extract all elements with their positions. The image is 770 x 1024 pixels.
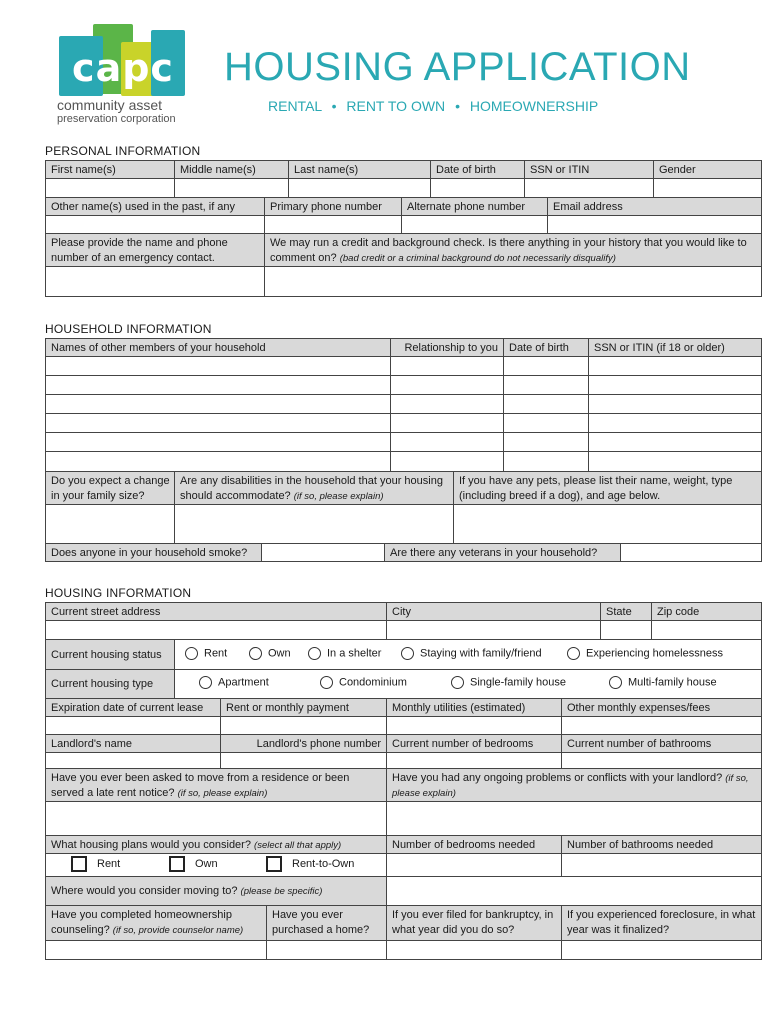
member-relationship-field[interactable] bbox=[390, 356, 504, 376]
move-asked-field[interactable] bbox=[45, 801, 387, 836]
member-name-field[interactable] bbox=[45, 394, 391, 414]
label-lease-expiration: Expiration date of current lease bbox=[45, 698, 221, 717]
member-relationship-field[interactable] bbox=[390, 432, 504, 452]
status-option-shelter[interactable]: In a shelter bbox=[308, 647, 381, 660]
label-utilities: Monthly utilities (estimated) bbox=[386, 698, 562, 717]
family-change-field[interactable] bbox=[45, 504, 175, 544]
other-names-field[interactable] bbox=[45, 215, 265, 234]
member-ssn-field[interactable] bbox=[588, 432, 762, 452]
status-option-homelessness[interactable]: Experiencing homelessness bbox=[567, 647, 723, 660]
where-moving-text: Where would you consider moving to? bbox=[51, 885, 238, 897]
member-name-field[interactable] bbox=[45, 451, 391, 472]
dob-field[interactable] bbox=[430, 178, 525, 198]
landlord-problems-note: (if so, please explain) bbox=[392, 773, 749, 799]
foreclosure-field[interactable] bbox=[561, 940, 762, 960]
checkbox-icon[interactable] bbox=[71, 856, 87, 872]
subtitle-separator: • bbox=[455, 98, 460, 114]
housing-type-options bbox=[174, 669, 762, 699]
label-alt-phone: Alternate phone number bbox=[401, 197, 548, 216]
label-primary-phone: Primary phone number bbox=[264, 197, 402, 216]
label-disabilities bbox=[174, 471, 454, 505]
move-asked-text: Have you ever been asked to move from a residence or been served a late rent notice? bbox=[51, 772, 350, 799]
label-bedrooms-needed: Number of bedrooms needed bbox=[386, 835, 562, 854]
label-housing-plans bbox=[45, 835, 387, 854]
ssn-field[interactable] bbox=[524, 178, 654, 198]
member-ssn-field[interactable] bbox=[588, 375, 762, 395]
purchased-home-field[interactable] bbox=[266, 940, 387, 960]
plan-option-own[interactable]: Own bbox=[169, 856, 218, 872]
label-member-ssn: SSN or ITIN (if 18 or older) bbox=[588, 338, 762, 357]
label-emergency-contact: Please provide the name and phone number of an emergency contact. bbox=[45, 233, 265, 267]
member-dob-field[interactable] bbox=[503, 375, 589, 395]
label-zip: Zip code bbox=[651, 602, 762, 621]
subtitle-rental: RENTAL bbox=[268, 98, 322, 114]
disabilities-field[interactable] bbox=[174, 504, 454, 544]
smoke-field[interactable] bbox=[261, 543, 385, 562]
where-moving-note: (please be specific) bbox=[240, 886, 323, 897]
type-option-multi-family[interactable]: Multi-family house bbox=[609, 676, 717, 689]
label-household-members: Names of other members of your household bbox=[45, 338, 391, 357]
plan-option-rent[interactable]: Rent bbox=[71, 856, 120, 872]
label-middle-name: Middle name(s) bbox=[174, 160, 289, 179]
state-field[interactable] bbox=[600, 620, 652, 640]
bathrooms-needed-field[interactable] bbox=[561, 853, 762, 877]
member-ssn-field[interactable] bbox=[588, 356, 762, 376]
label-last-name: Last name(s) bbox=[288, 160, 431, 179]
type-option-single-family[interactable]: Single-family house bbox=[451, 676, 566, 689]
city-field[interactable] bbox=[386, 620, 601, 640]
label-bathrooms-needed: Number of bathrooms needed bbox=[561, 835, 762, 854]
member-name-field[interactable] bbox=[45, 375, 391, 395]
bedrooms-needed-field[interactable] bbox=[386, 853, 562, 877]
type-option-apartment[interactable]: Apartment bbox=[199, 676, 269, 689]
counseling-field[interactable] bbox=[45, 940, 267, 960]
radio-icon[interactable] bbox=[185, 647, 198, 660]
member-relationship-field[interactable] bbox=[390, 394, 504, 414]
status-option-rent[interactable]: Rent bbox=[185, 647, 227, 660]
label-credit-check bbox=[264, 233, 762, 267]
member-dob-field[interactable] bbox=[503, 413, 589, 433]
credit-check-note: (bad credit or a criminal background do not necessarily disqualify) bbox=[339, 253, 616, 264]
page-title: HOUSING APPLICATION bbox=[224, 45, 691, 89]
label-move-asked bbox=[45, 768, 387, 802]
member-dob-field[interactable] bbox=[503, 356, 589, 376]
label-other-expenses: Other monthly expenses/fees bbox=[561, 698, 762, 717]
member-ssn-field[interactable] bbox=[588, 413, 762, 433]
logo-wordmark: capc bbox=[72, 46, 174, 90]
member-dob-field[interactable] bbox=[503, 451, 589, 472]
primary-phone-field[interactable] bbox=[264, 215, 402, 234]
label-family-change: Do you expect a change in your family size? bbox=[45, 471, 175, 505]
label-bankruptcy: If you ever filed for bankruptcy, in what year did you do so? bbox=[386, 905, 562, 941]
label-purchased-home: Have you ever purchased a home? bbox=[266, 905, 387, 941]
section-title-housing: HOUSING INFORMATION bbox=[45, 586, 192, 600]
label-city: City bbox=[386, 602, 601, 621]
credit-comment-field[interactable] bbox=[264, 266, 762, 297]
housing-plans-text: What housing plans would you consider? bbox=[51, 839, 251, 851]
radio-icon[interactable] bbox=[567, 647, 580, 660]
label-state: State bbox=[600, 602, 652, 621]
pets-field[interactable] bbox=[453, 504, 762, 544]
housing-plans-options bbox=[45, 853, 387, 877]
label-member-dob: Date of birth bbox=[503, 338, 589, 357]
label-landlord-problems bbox=[386, 768, 762, 802]
page-subtitle bbox=[268, 97, 598, 115]
radio-icon[interactable] bbox=[320, 676, 333, 689]
subtitle-homeownership: HOMEOWNERSHIP bbox=[469, 98, 599, 114]
plan-option-rent-to-own[interactable]: Rent-to-Own bbox=[266, 856, 354, 872]
radio-icon[interactable] bbox=[249, 647, 262, 660]
checkbox-icon[interactable] bbox=[169, 856, 185, 872]
label-email: Email address bbox=[547, 197, 762, 216]
logo bbox=[55, 20, 195, 130]
rent-payment-field[interactable] bbox=[220, 716, 387, 735]
first-name-field[interactable] bbox=[45, 178, 175, 198]
landlord-problems-text: Have you had any ongoing problems or conflicts with your landlord? bbox=[392, 772, 723, 784]
section-title-personal: PERSONAL INFORMATION bbox=[45, 144, 201, 158]
counseling-text: Have you completed homeownership counseling? bbox=[51, 909, 232, 936]
housing-status-options bbox=[174, 639, 762, 670]
label-counseling bbox=[45, 905, 267, 941]
street-field[interactable] bbox=[45, 620, 387, 640]
label-bedrooms: Current number of bedrooms bbox=[386, 734, 562, 753]
section-title-household: HOUSEHOLD INFORMATION bbox=[45, 322, 212, 336]
member-relationship-field[interactable] bbox=[390, 413, 504, 433]
disabilities-note: (if so, please explain) bbox=[293, 491, 384, 502]
label-other-names: Other name(s) used in the past, if any bbox=[45, 197, 265, 216]
disabilities-text: Are any disabilities in the household that your housing should accommodate? bbox=[180, 475, 443, 502]
status-option-own[interactable]: Own bbox=[249, 647, 291, 660]
middle-name-field[interactable] bbox=[174, 178, 289, 198]
member-ssn-field[interactable] bbox=[588, 394, 762, 414]
radio-icon[interactable] bbox=[308, 647, 321, 660]
lease-expiration-field[interactable] bbox=[45, 716, 221, 735]
bathrooms-field[interactable] bbox=[561, 752, 762, 769]
label-street: Current street address bbox=[45, 602, 387, 621]
label-dob: Date of birth bbox=[430, 160, 525, 179]
type-option-condominium[interactable]: Condominium bbox=[320, 676, 407, 689]
label-landlord-name: Landlord's name bbox=[45, 734, 221, 753]
label-housing-status: Current housing status bbox=[45, 639, 175, 670]
label-rent-payment: Rent or monthly payment bbox=[220, 698, 387, 717]
veterans-field[interactable] bbox=[620, 543, 762, 562]
move-asked-note: (if so, please explain) bbox=[177, 788, 268, 799]
landlord-phone-field[interactable] bbox=[220, 752, 387, 769]
gender-field[interactable] bbox=[653, 178, 762, 198]
other-expenses-field[interactable] bbox=[561, 716, 762, 735]
member-name-field[interactable] bbox=[45, 432, 391, 452]
subtitle-rent-to-own: RENT TO OWN bbox=[346, 98, 446, 114]
member-relationship-field[interactable] bbox=[390, 451, 504, 472]
radio-icon[interactable] bbox=[401, 647, 414, 660]
radio-icon[interactable] bbox=[451, 676, 464, 689]
logo-line1: community asset bbox=[57, 97, 163, 113]
label-smoke: Does anyone in your household smoke? bbox=[45, 543, 262, 562]
member-dob-field[interactable] bbox=[503, 432, 589, 452]
label-where-moving bbox=[45, 876, 387, 906]
member-name-field[interactable] bbox=[45, 356, 391, 376]
checkbox-icon[interactable] bbox=[266, 856, 282, 872]
label-first-name: First name(s) bbox=[45, 160, 175, 179]
label-bathrooms: Current number of bathrooms bbox=[561, 734, 762, 753]
emergency-contact-field[interactable] bbox=[45, 266, 265, 297]
member-dob-field[interactable] bbox=[503, 394, 589, 414]
alt-phone-field[interactable] bbox=[401, 215, 548, 234]
radio-icon[interactable] bbox=[199, 676, 212, 689]
label-landlord-phone: Landlord's phone number bbox=[220, 734, 387, 753]
label-ssn: SSN or ITIN bbox=[524, 160, 654, 179]
bedrooms-field[interactable] bbox=[386, 752, 562, 769]
where-moving-field[interactable] bbox=[386, 876, 762, 906]
last-name-field[interactable] bbox=[288, 178, 431, 198]
landlord-problems-field[interactable] bbox=[386, 801, 762, 836]
counseling-note: (if so, provide counselor name) bbox=[112, 925, 244, 936]
housing-plans-note: (select all that apply) bbox=[254, 840, 342, 851]
label-relationship: Relationship to you bbox=[390, 338, 504, 357]
radio-icon[interactable] bbox=[609, 676, 622, 689]
label-foreclosure: If you experienced foreclosure, in what year was it finalized? bbox=[561, 905, 762, 941]
bankruptcy-field[interactable] bbox=[386, 940, 562, 960]
label-pets: If you have any pets, please list their name, weight, type (including breed if a dog), and age below. bbox=[453, 471, 762, 505]
credit-check-text: We may run a credit and background check. Is there anything in your history that you would like to comment on? bbox=[270, 237, 747, 264]
logo-line2: preservation corporation bbox=[57, 113, 176, 125]
label-housing-type: Current housing type bbox=[45, 669, 175, 699]
member-relationship-field[interactable] bbox=[390, 375, 504, 395]
subtitle-separator: • bbox=[331, 98, 337, 114]
member-ssn-field[interactable] bbox=[588, 451, 762, 472]
email-field[interactable] bbox=[547, 215, 762, 234]
landlord-name-field[interactable] bbox=[45, 752, 221, 769]
label-veterans: Are there any veterans in your household? bbox=[384, 543, 621, 562]
zip-field[interactable] bbox=[651, 620, 762, 640]
member-name-field[interactable] bbox=[45, 413, 391, 433]
label-gender: Gender bbox=[653, 160, 762, 179]
status-option-family-friend[interactable]: Staying with family/friend bbox=[401, 647, 542, 660]
utilities-field[interactable] bbox=[386, 716, 562, 735]
